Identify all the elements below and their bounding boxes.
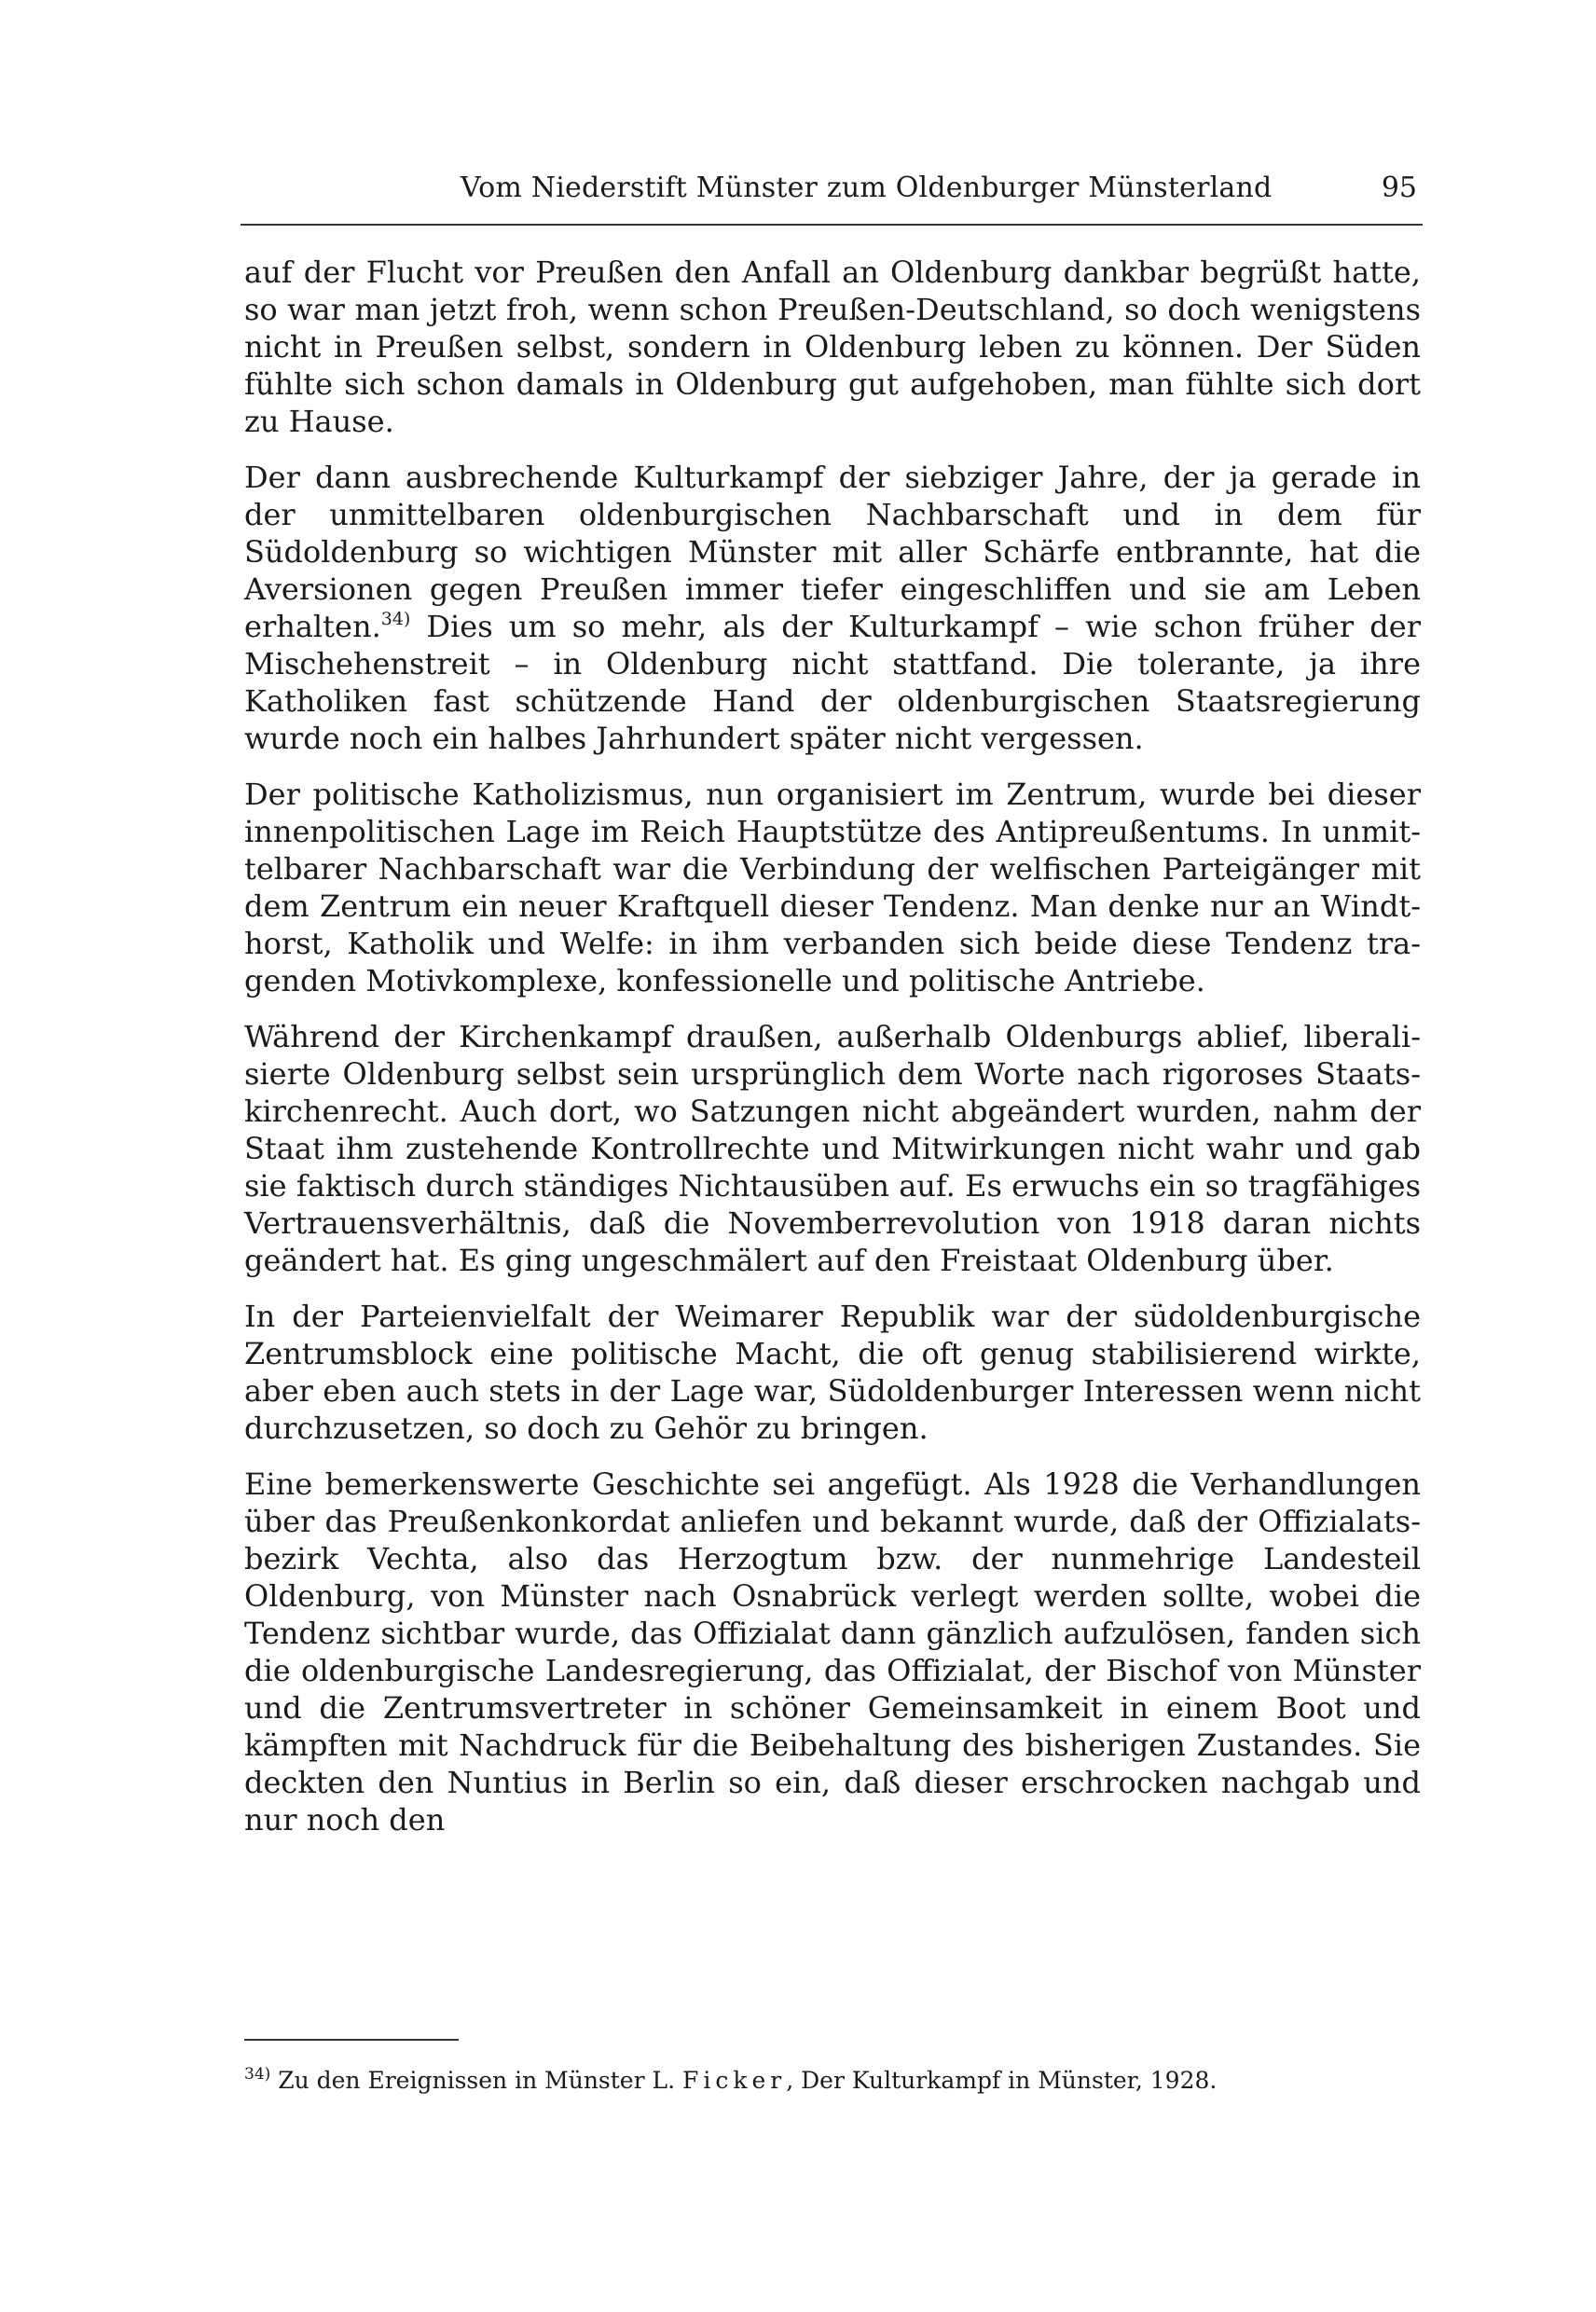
footnote	[244, 2064, 1421, 2098]
page-number: 95	[1381, 172, 1417, 204]
footnote-text-before: Zu den Ereignissen in Münster L.	[270, 2067, 682, 2094]
footnote-reference: 34)	[380, 609, 411, 629]
footnote-mark: 34)	[244, 2065, 271, 2084]
paragraph-3: Der politische Katholizismus, nun organisiert im Zentrum, wurde bei dieser innenpolitischen Lage im Reich Hauptstütze des Antipreußentums. In unmittelbarer Nachbarschaft war die Verbindung der welfischen Parteigänger mit dem Zentrum ein neuer Kraftquell dieser Tendenz. Man denke nur an Windthorst, Katholik und Welfe: in ihm verbanden sich beide diese Tendenz tragenden Motivkomplexe, konfessionelle und politische Antriebe.	[244, 777, 1421, 998]
body-text	[244, 254, 1421, 1857]
header-rule	[241, 224, 1423, 226]
footnote-author: Ficker	[681, 2067, 787, 2094]
footnote-text-after: , Der Kulturkampf in Münster, 1928.	[786, 2067, 1218, 2094]
paragraph-6: Eine bemerkenswerte Geschichte sei angefügt. Als 1928 die Verhandlungen über das Preußenkonkordat anliefen und bekannt wurde, daß der Offizialatsbezirk Vechta, also das Herzogtum bzw. der nunmehrige Landesteil Oldenburg, von Münster nach Osnabrück verlegt werden sollte, wobei die Tendenz sichtbar wurde, das Offizialat dann gänzlich aufzulösen, fanden sich die oldenburgische Landesregierung, das Offizialat, der Bischof von Münster und die Zentrumsvertreter in schöner Gemeinsamkeit in einem Boot und kämpften mit Nachdruck für die Beibehaltung des bisherigen Zustandes. Sie deckten den Nuntius in Berlin so ein, daß dieser erschrocken nachgab und nur noch den	[244, 1466, 1421, 1837]
paragraph-1: auf der Flucht vor Preußen den Anfall an Oldenburg dankbar begrüßt hatte, so war man jetzt froh, wenn schon Preußen-Deutschland, so doch wenigstens nicht in Preußen selbst, sondern in Oldenburg leben zu können. Der Süden fühlte sich schon damals in Oldenburg gut aufgehoben, man fühlte sich dort zu Hause.	[244, 255, 1421, 439]
footnote-rule	[244, 2039, 459, 2041]
running-head	[241, 168, 1434, 220]
paragraph-4: Während der Kirchenkampf draußen, außerhalb Oldenburgs ablief, liberalisierte Oldenburg selbst sein ursprünglich dem Worte nach rigoroses Staatskirchenrecht. Auch dort, wo Satzungen nicht abgeändert wurden, nahm der Staat ihm zustehende Kontrollrechte und Mitwirkungen nicht wahr und gab sie faktisch durch ständiges Nichtausüben auf. Es erwuchs ein so tragfähiges Vertrauensverhältnis, daß die Novemberrevolution von 1918 daran nichts geändert hat. Es ging ungeschmälert auf den Freistaat Oldenburg über.	[244, 1019, 1421, 1278]
paragraph-2-text-after: Dies um so mehr, als der Kulturkampf – wie schon früher der Mischehenstreit – in Oldenburg nicht stattfand. Die tolerante, ja ihre Katholiken fast schützende Hand der oldenburgischen Staatsregierung wurde noch ein halbes Jahrhundert später nicht vergessen.	[244, 609, 1421, 756]
running-title: Vom Niederstift Münster zum Oldenburger Münsterland	[461, 172, 1273, 204]
paragraph-2-text-before: Der dann ausbrechende Kulturkampf der siebziger Jahre, der ja gerade in der unmittelbaren oldenburgischen Nachbarschaft und in dem für Südoldenburg so wichtigen Münster mit aller Schärfe entbrannte, hat die Aversionen gegen Preußen immer tiefer eingeschliffen und sie am Leben erhalten.	[244, 460, 1421, 644]
paragraph-5: In der Parteienvielfalt der Weimarer Republik war der südoldenburgische Zentrumsblock eine politische Macht, die oft genug stabilisierend wirkte, aber eben auch stets in der Lage war, Südoldenburger Interessen wenn nicht durchzusetzen, so doch zu Gehör zu bringen.	[244, 1299, 1421, 1446]
paragraph-2	[244, 459, 1421, 757]
